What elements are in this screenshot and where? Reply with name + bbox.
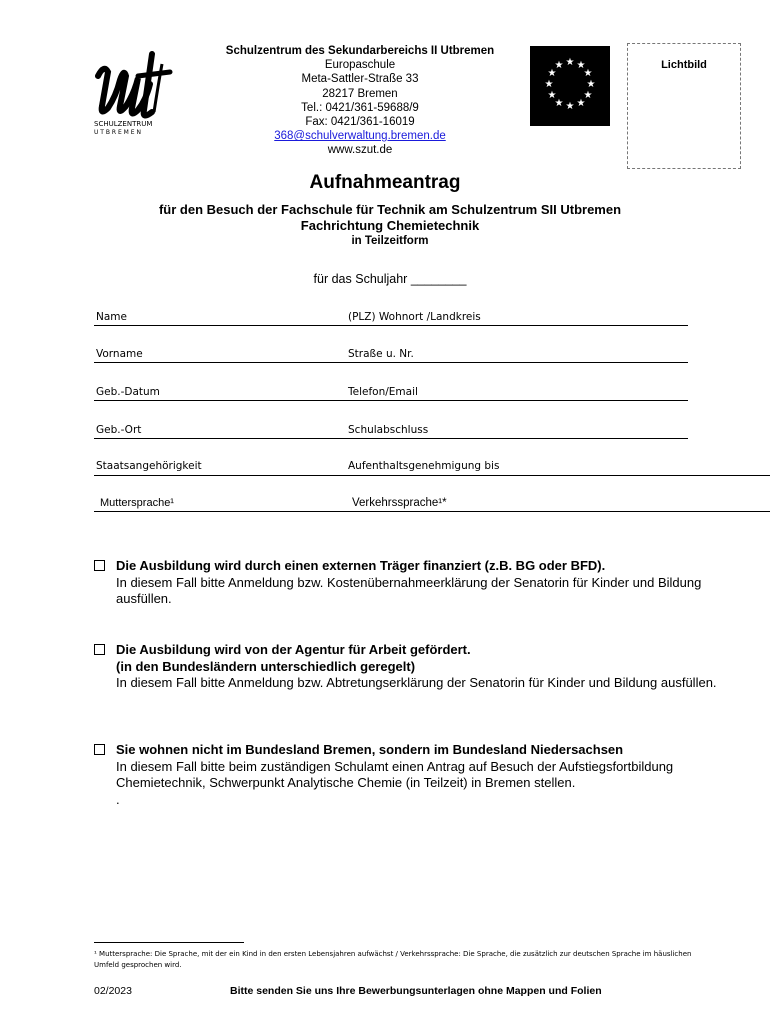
label-geb-ort: Geb.-Ort <box>96 424 142 436</box>
logo-text-2: U T B R E M E N <box>94 129 141 136</box>
eu-label: EUROPASCHULE <box>539 122 601 128</box>
svg-text:★: ★ <box>586 79 596 90</box>
input-line-muttersprache[interactable] <box>94 511 770 512</box>
input-line-name[interactable] <box>94 325 688 326</box>
svg-text:★: ★ <box>544 79 554 90</box>
school-website: www.szut.de <box>327 144 393 157</box>
footnote: ¹ Muttersprache: Die Sprache, mit der ein Kind in den ersten Lebensjahren aufwächst / Verkehrssprache: Die Sprache, die zusätzlich zur deutschen Sprache im häuslichen Umfeld gesprochen wird. <box>94 950 692 969</box>
label-schulabschluss: Schulabschluss <box>348 424 429 436</box>
label-aufenthalt: Aufenthaltsgenehmigung bis <box>348 460 500 472</box>
school-name: Schulzentrum des Sekundarbereichs II Utbremen <box>225 45 495 57</box>
subtitle-line-1: für den Besuch der Fachschule für Technik am Schulzentrum SII Utbremen <box>158 202 622 217</box>
input-line-geb-datum[interactable] <box>94 400 688 401</box>
svg-text:★: ★ <box>583 90 593 101</box>
option-3-text: In diesem Fall bitte beim zuständigen Schulamt einen Antrag auf Besuch der Aufstiegsfortbildung Chemietechnik, Schwerpunkt Analytische Chemie (in Teilzeit) in Bremen stellen. <box>116 758 674 790</box>
svg-text:★: ★ <box>565 57 575 68</box>
input-line-vorname[interactable] <box>94 362 688 363</box>
logo-text-1: SCHULZENTRUM <box>94 120 153 128</box>
option-external-funding <box>94 558 734 608</box>
school-address <box>190 44 530 158</box>
school-phone: Tel.: 0421/361-59688/9 <box>301 101 419 114</box>
svg-text:★: ★ <box>576 98 586 109</box>
checkbox-external-funding[interactable] <box>94 560 105 571</box>
subtitle-line-2: Fachrichtung Chemietechnik <box>300 218 480 233</box>
school-email-link[interactable]: 368@schulverwaltung.bremen.de <box>274 130 446 143</box>
school-logo <box>94 46 176 136</box>
svg-text:★: ★ <box>576 60 586 71</box>
school-fax: Fax: 0421/361-16019 <box>305 116 415 129</box>
label-verkehrssprache: Verkehrssprache¹* <box>352 497 447 509</box>
label-staatsangehoerigkeit: Staatsangehörigkeit <box>96 460 202 472</box>
school-year-field[interactable]: für das Schuljahr ________ <box>313 272 467 286</box>
label-wohnort: (PLZ) Wohnort /Landkreis <box>348 311 481 323</box>
svg-text:★: ★ <box>554 98 564 109</box>
label-geb-datum: Geb.-Datum <box>96 386 160 398</box>
svg-text:★: ★ <box>554 60 564 71</box>
svg-text:★: ★ <box>565 101 575 112</box>
checkbox-niedersachsen[interactable] <box>94 744 105 755</box>
label-name: Name <box>96 311 127 323</box>
option-2-subheading: (in den Bundesländern unterschiedlich geregelt) <box>116 658 416 674</box>
option-2-heading: Die Ausbildung wird von der Agentur für Arbeit gefördert. <box>116 642 471 657</box>
option-1-text: In diesem Fall bitte Anmeldung bzw. Kostenübernahmeerklärung der Senatorin für Kinder und Bildung ausfüllen. <box>116 574 702 606</box>
label-muttersprache: Muttersprache¹ <box>100 497 174 509</box>
label-telefon: Telefon/Email <box>348 386 418 398</box>
option-3-heading: Sie wohnen nicht im Bundesland Bremen, sondern im Bundesland Niedersachsen <box>116 742 624 757</box>
label-vorname: Vorname <box>96 348 143 360</box>
footnote-divider <box>94 942 244 943</box>
option-agentur-funding <box>94 642 734 692</box>
label-strasse: Straße u. Nr. <box>348 348 414 360</box>
input-line-geb-ort[interactable] <box>94 438 688 439</box>
option-3-trailing: . <box>116 791 120 807</box>
footer-date: 02/2023 <box>94 985 132 997</box>
footer-note: Bitte senden Sie uns Ihre Bewerbungsunterlagen ohne Mappen und Folien <box>230 985 602 997</box>
eu-flag-icon <box>530 46 610 126</box>
option-niedersachsen <box>94 742 734 808</box>
svg-text:★: ★ <box>583 68 593 79</box>
page-title: Aufnahmeantrag <box>309 172 461 193</box>
checkbox-agentur-funding[interactable] <box>94 644 105 655</box>
svg-text:★: ★ <box>547 90 557 101</box>
photo-label: Lichtbild <box>661 59 707 71</box>
subtitle-line-3: in Teilzeitform <box>351 235 429 247</box>
option-2-text: In diesem Fall bitte Anmeldung bzw. Abtretungserklärung der Senatorin für Kinder und Bildung ausfüllen. <box>116 675 717 690</box>
school-city: 28217 Bremen <box>322 87 398 100</box>
input-line-staatsangehoerigkeit[interactable] <box>94 475 770 476</box>
school-street: Meta-Sattler-Straße 33 <box>301 73 419 86</box>
option-1-heading: Die Ausbildung wird durch einen externen Träger finanziert (z.B. BG oder BFD). <box>116 558 606 573</box>
photo-box <box>627 43 741 169</box>
svg-text:★: ★ <box>547 68 557 79</box>
school-type: Europaschule <box>324 59 396 72</box>
